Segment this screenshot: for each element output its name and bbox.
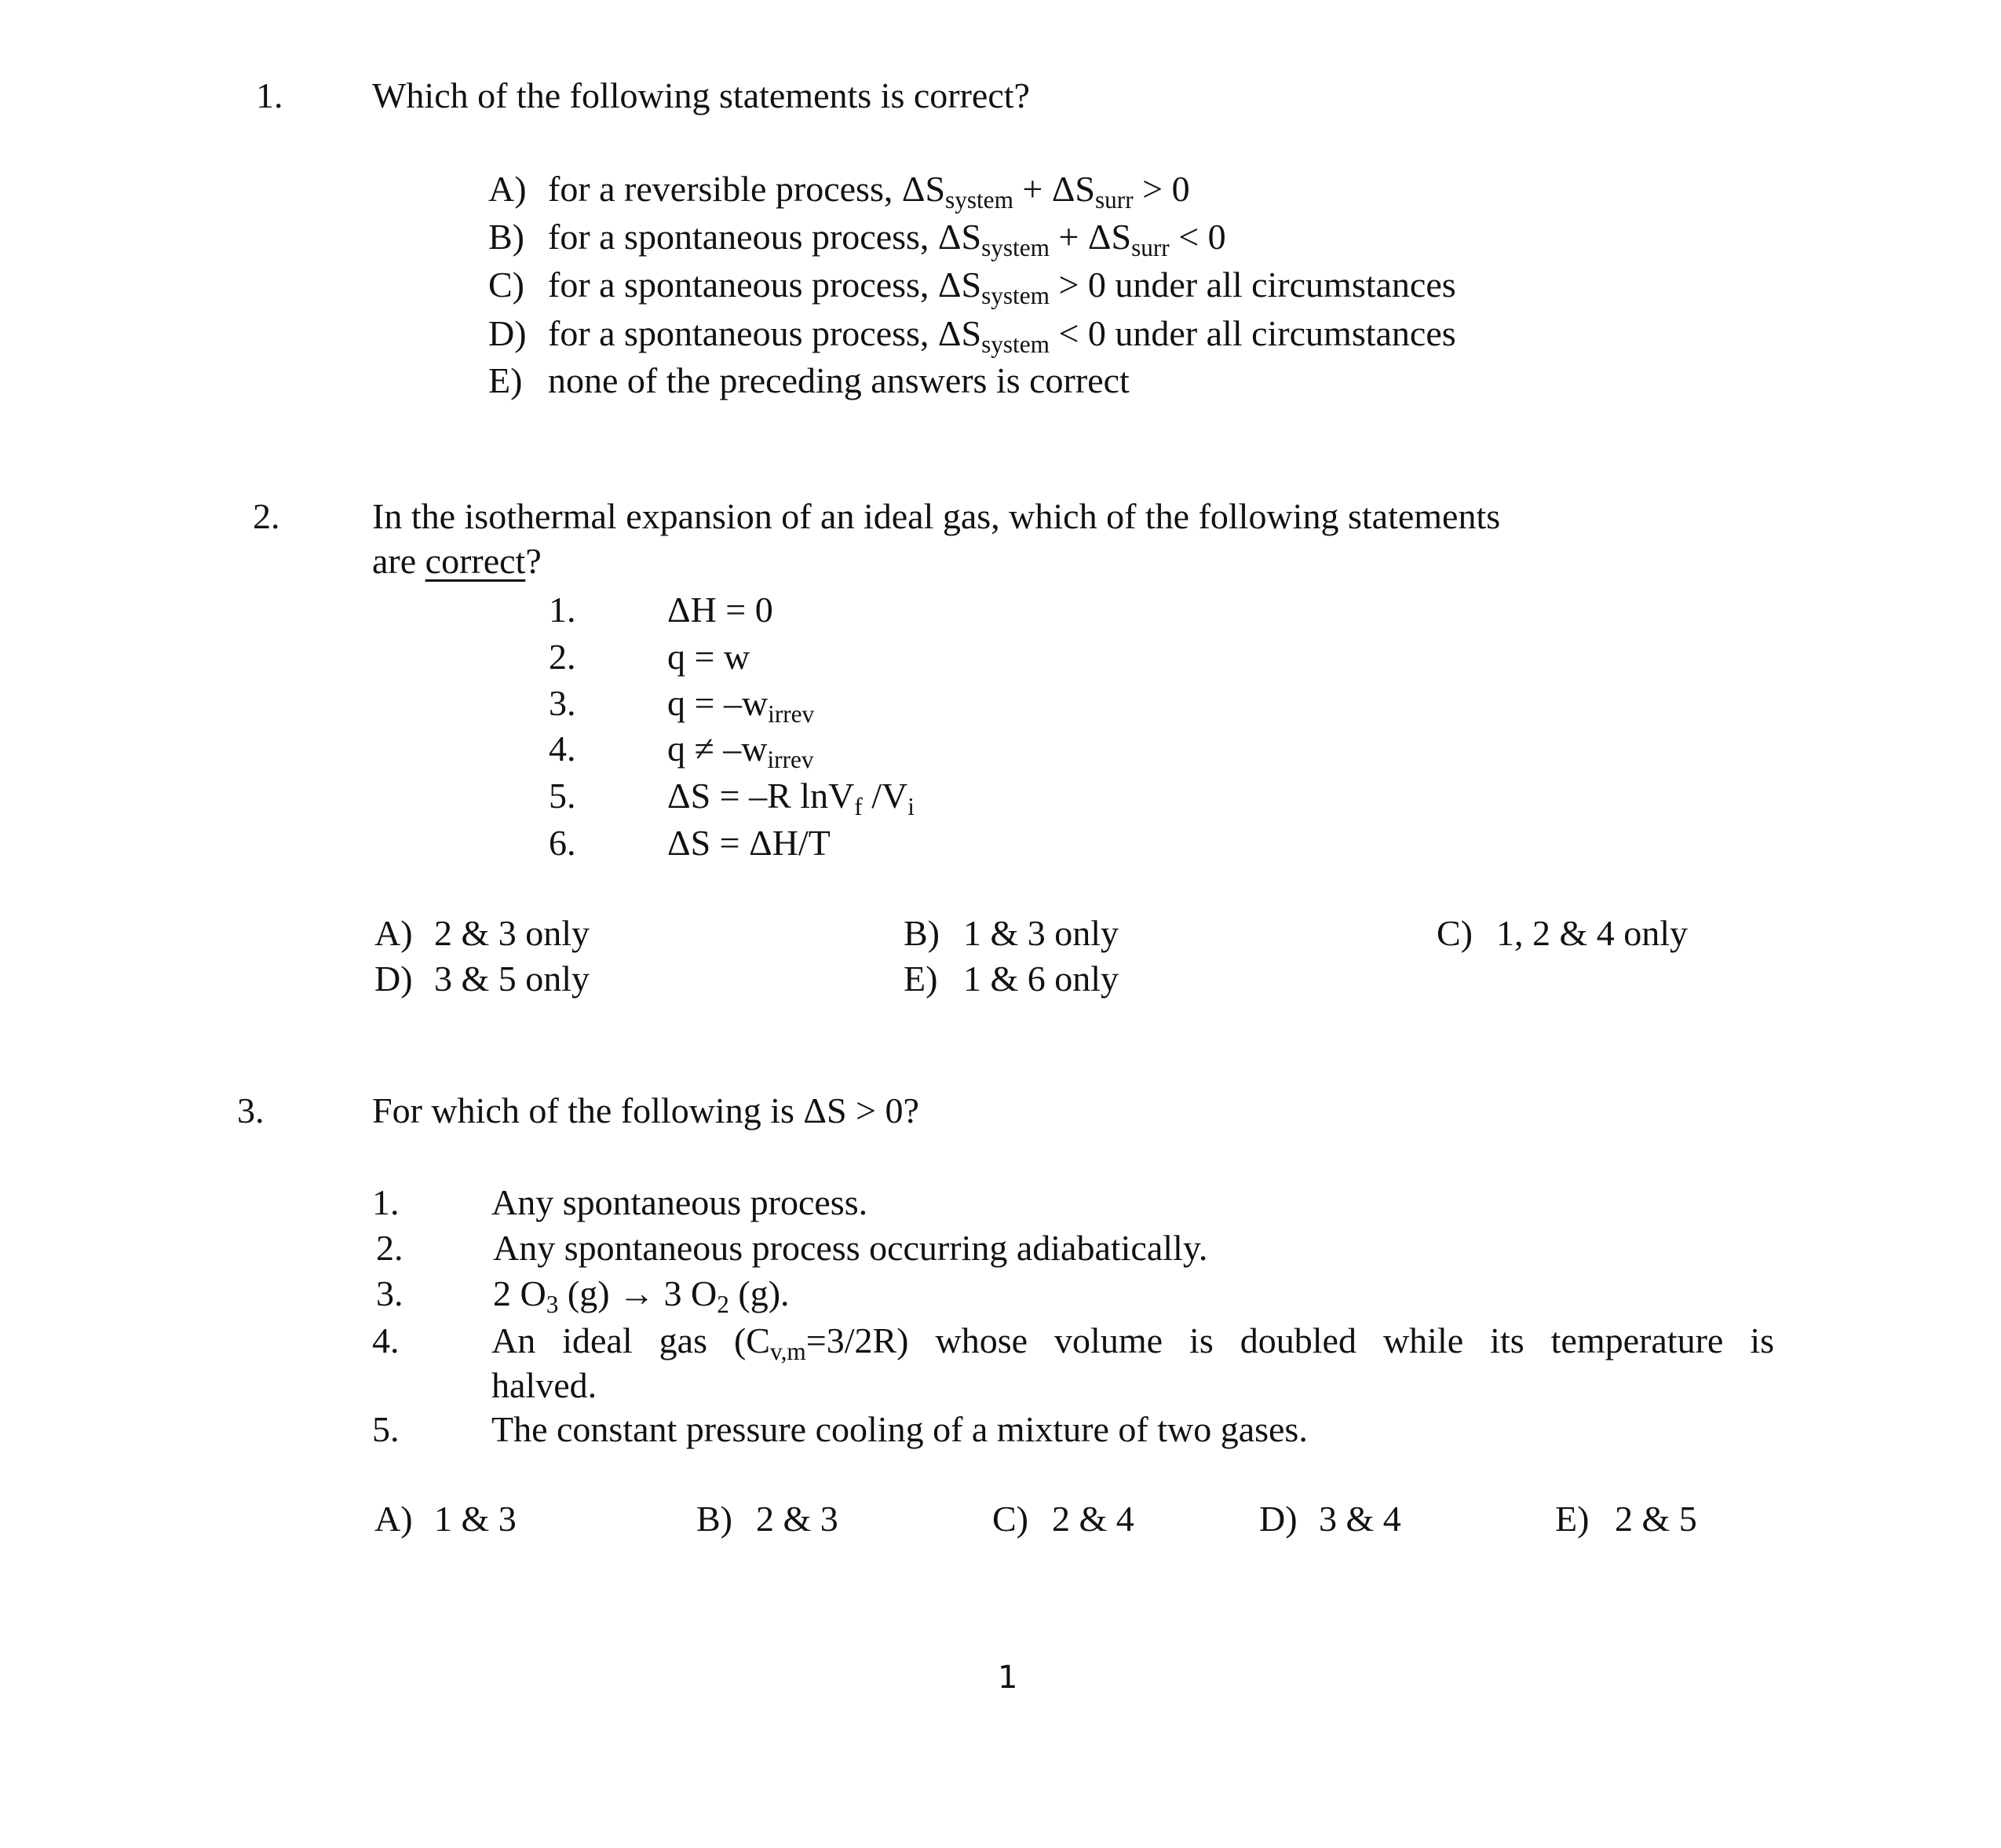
q2-statement-number: 5.: [549, 776, 576, 816]
q3-answer-c: C) 2 & 4: [992, 1499, 1134, 1539]
q3-answer-e: E) 2 & 5: [1555, 1499, 1697, 1539]
q3-statement: 2 $O_3$ (g) → 3 $O_2$ (g).: [493, 1273, 790, 1318]
q2-number: 2.: [253, 496, 280, 536]
q2-statement-number: 3.: [549, 683, 576, 723]
q2-statement: ΔH = 0: [667, 590, 773, 630]
q2-statement: ΔS = ΔH/T: [667, 823, 831, 863]
underlined-word: correct: [425, 541, 526, 581]
q3-statement-number: 4.: [372, 1320, 400, 1360]
q2-statement: $q = -w_{irrev}$: [667, 683, 815, 728]
q2-text-line2: are correct?: [372, 541, 542, 581]
q2-answer-b: B) 1 & 3 only: [904, 913, 1119, 953]
q3-statement-number: 3.: [376, 1273, 403, 1313]
q3-text: For which of the following is ΔS > 0?: [372, 1090, 919, 1130]
q2-statement-number: 6.: [549, 823, 576, 863]
q1-number: 1.: [256, 75, 283, 115]
option-label: C): [488, 265, 524, 305]
q3-statement-number: 2.: [376, 1228, 403, 1268]
q1-option-b: B) for a spontaneous process, $\Delta S_{system} + \Delta S_{surr} < 0$: [488, 217, 1226, 261]
q2-text-line1: In the isothermal expansion of an ideal gas, which of the following statements: [372, 496, 1501, 536]
q2-answer-c: C) 1, 2 & 4 only: [1437, 913, 1689, 953]
q3-answer-a: A) 1 & 3: [374, 1499, 517, 1539]
q2-answer-e: E) 1 & 6 only: [904, 959, 1119, 999]
option-label: D): [488, 313, 527, 353]
q3-statement: The constant pressure cooling of a mixture of two gases.: [491, 1409, 1308, 1449]
q2-statement: ΔS = –R lnV$_f$ $/V_i$: [667, 776, 915, 820]
q3-statement-number: 1.: [372, 1182, 400, 1222]
q2-statement: $q \ne -w_{irrev}$: [667, 729, 814, 773]
q1-option-d: D) for a spontaneous process, $\Delta S_{system} < 0$ under all circumstances: [488, 313, 1456, 358]
q2-statement-number: 1.: [549, 590, 576, 630]
page-number: 1: [998, 1660, 1018, 1696]
q2-statement: q = w: [667, 637, 750, 677]
q3-statement: An ideal gas $(C_{v,m}=3/2R)$ whose volume is doubled while its temperature is: [491, 1320, 1775, 1365]
option-label: B): [488, 217, 524, 257]
q2-statement-number: 2.: [549, 637, 576, 677]
q2-answer-a: A) 2 & 3 only: [374, 913, 590, 953]
q3-answer-d: D) 3 & 4: [1259, 1499, 1401, 1539]
q2-answer-d: D) 3 & 5 only: [374, 959, 590, 999]
q1-option-c: C) for a spontaneous process, $\Delta S_{system} > 0$ under all circumstances: [488, 265, 1456, 309]
q2-statement-number: 4.: [549, 729, 576, 769]
q3-statement-number: 5.: [372, 1409, 400, 1449]
q3-number: 3.: [237, 1090, 265, 1130]
option-label: E): [488, 360, 523, 400]
q3-statement-continuation: halved.: [491, 1365, 597, 1405]
q1-option-e: E) none of the preceding answers is correct: [488, 360, 1130, 400]
q1-option-a: A) for a reversible process, $\Delta S_{system} + \Delta S_{surr} > 0$: [488, 169, 1190, 214]
option-label: A): [488, 169, 527, 209]
q3-answer-b: B) 2 & 3: [696, 1499, 838, 1539]
q3-statement: Any spontaneous process occurring adiabatically.: [493, 1228, 1208, 1268]
q1-text: Which of the following statements is correct?: [372, 75, 1030, 115]
q3-statement: Any spontaneous process.: [491, 1182, 868, 1222]
